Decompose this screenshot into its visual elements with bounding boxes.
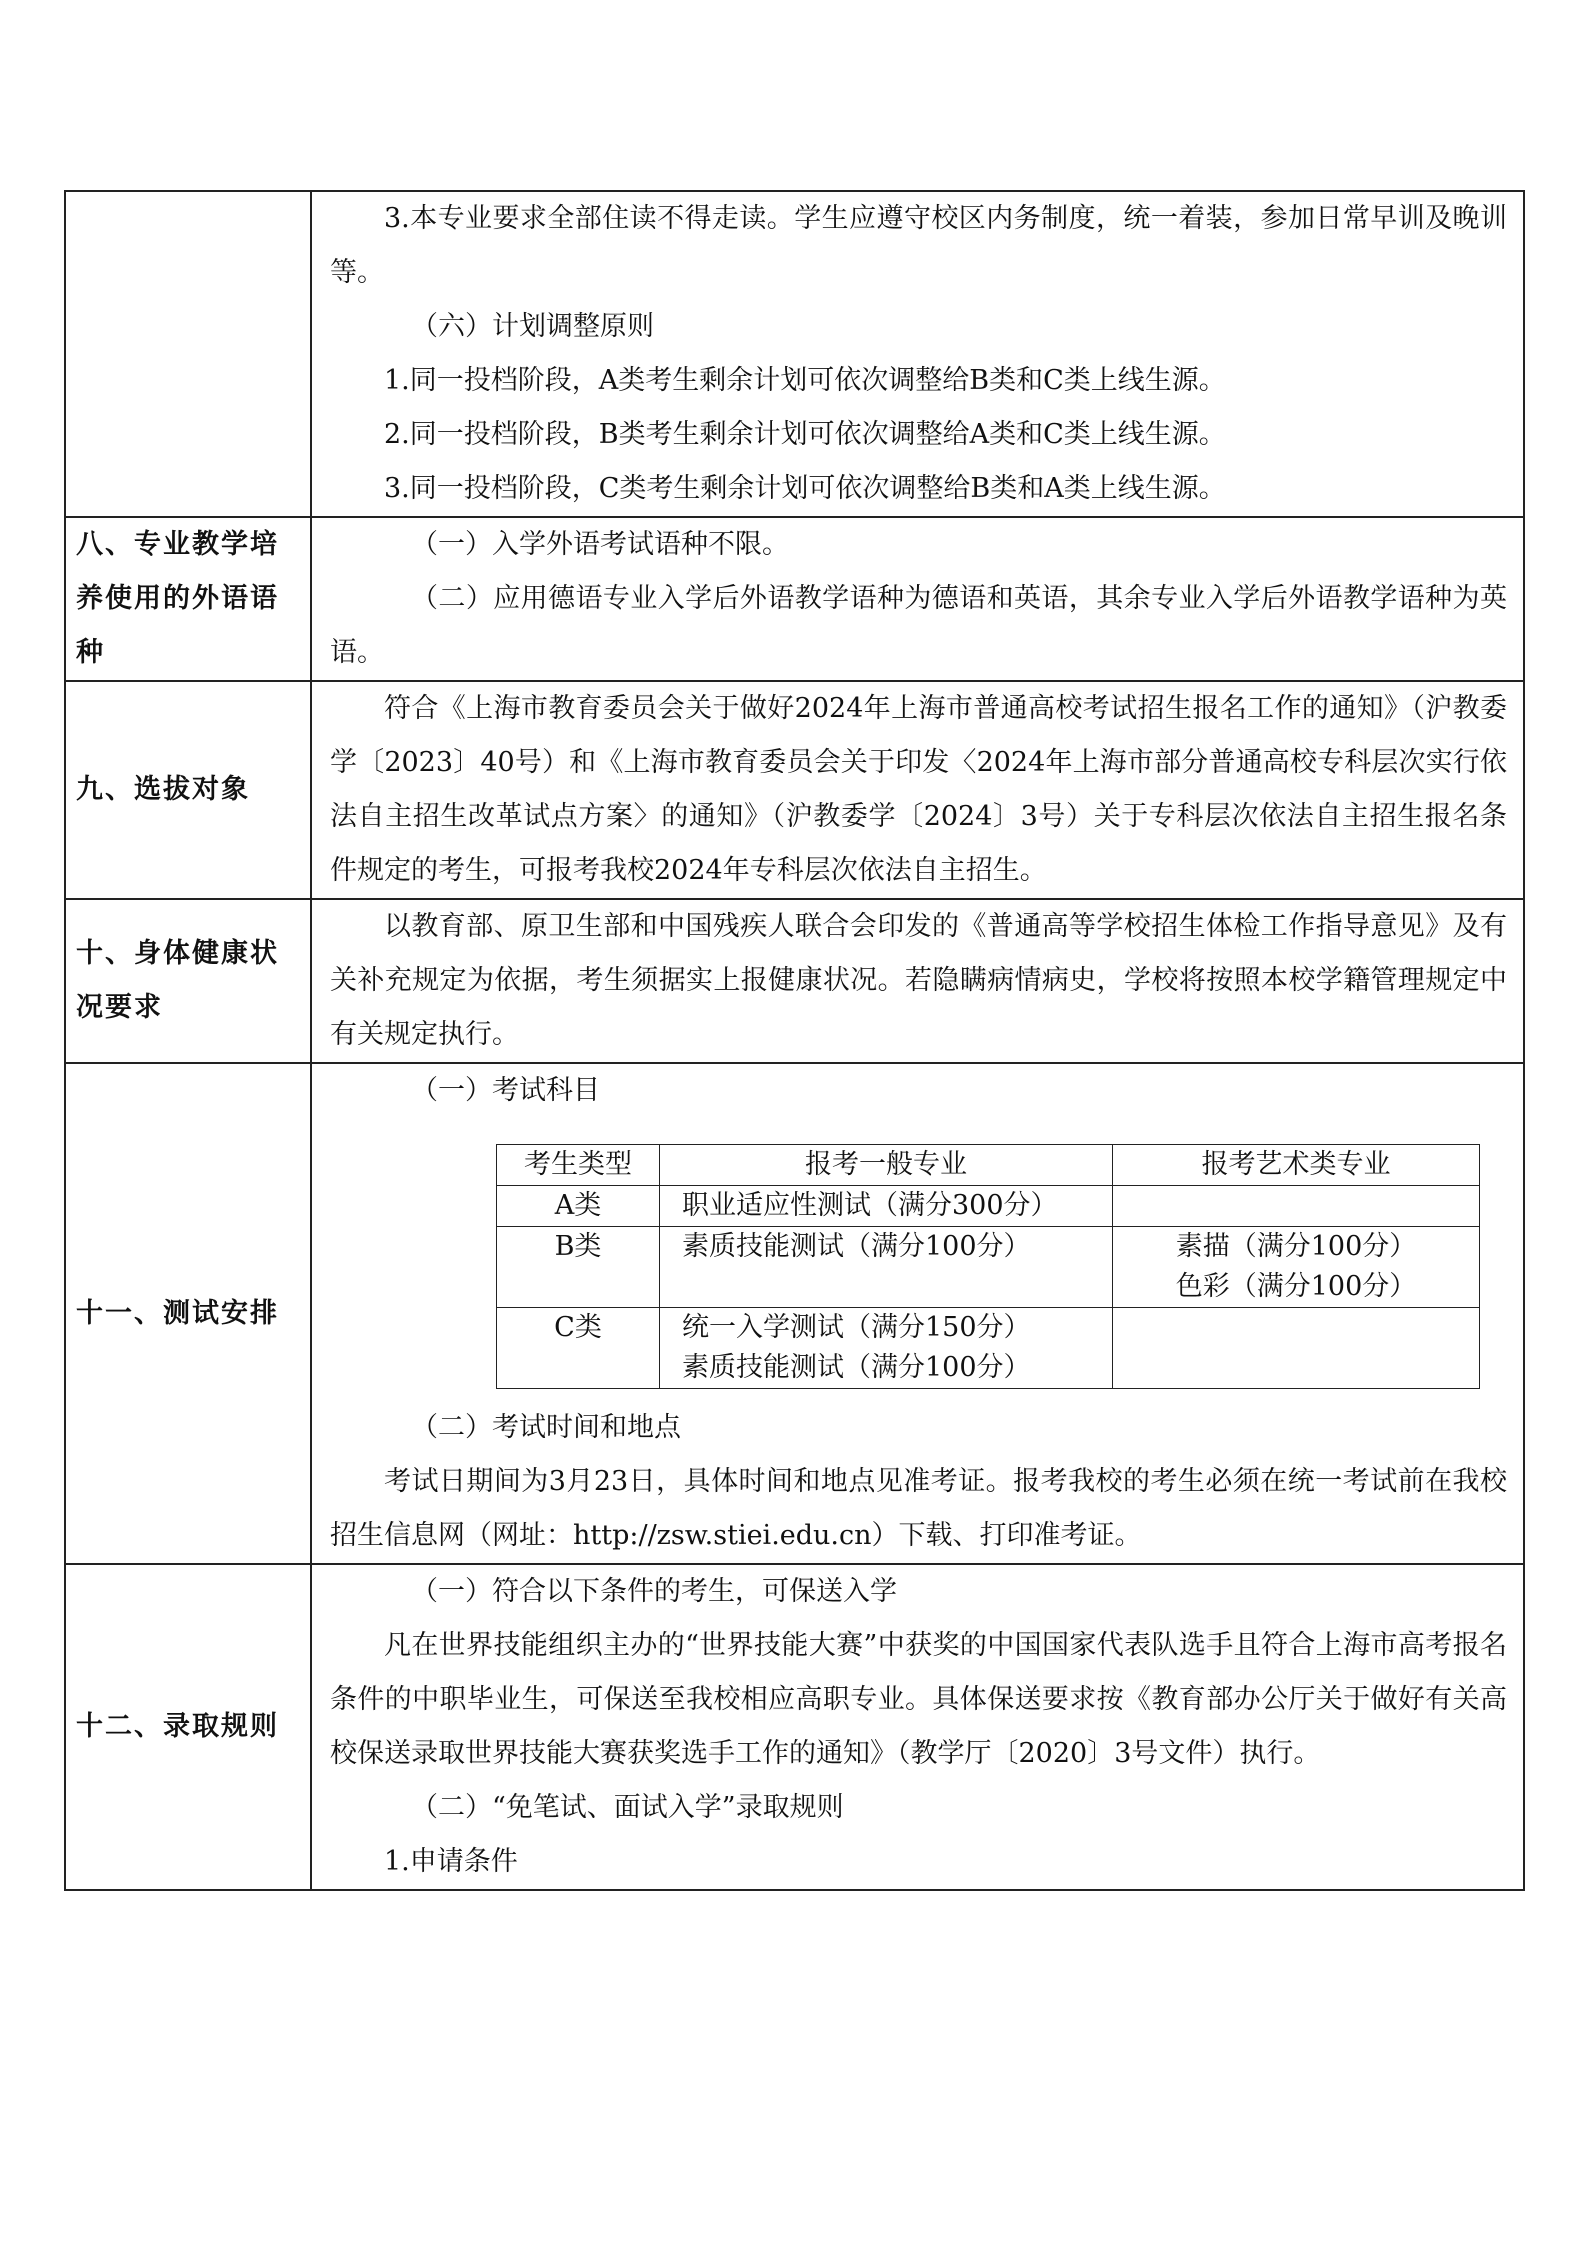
row-content [311, 517, 1524, 681]
sub-heading: （一）考试科目 [411, 1075, 600, 1106]
row-content [311, 1564, 1524, 1890]
paragraph: 3.本专业要求全部住读不得走读。学生应遵守校区内务制度，统一着装，参加日常早训及晚训等。 [330, 203, 1507, 288]
row-health-requirement [65, 899, 1524, 1063]
header-candidate-type: 考生类型 [497, 1145, 660, 1186]
cell-type: A类 [497, 1186, 660, 1227]
exam-subject: 统一入学测试（满分150分） [682, 1312, 1031, 1343]
cell-art [1113, 1227, 1480, 1308]
paragraph: 3.同一投档阶段，C类考生剩余计划可依次调整给B类和A类上线生源。 [384, 473, 1226, 504]
cell-general [660, 1186, 1113, 1227]
paragraph: 1.申请条件 [384, 1846, 518, 1877]
cell-type: C类 [497, 1308, 660, 1389]
row-label-text: 八、专业教学培养使用的外语语种 [76, 529, 279, 668]
row-plan-adjust [65, 191, 1524, 517]
sub-heading: （一）符合以下条件的考生，可保送入学 [411, 1576, 897, 1607]
row-label-text: 十、身体健康状况要求 [76, 938, 279, 1023]
paragraph: （二）应用德语专业入学后外语教学语种为德语和英语，其余专业入学后外语教学语种为英语。 [330, 583, 1507, 668]
exam-subject: 职业适应性测试（满分300分） [682, 1190, 1058, 1221]
cell-general [660, 1227, 1113, 1308]
row-label [65, 899, 311, 1063]
exam-row-a [497, 1186, 1480, 1227]
sub-heading: （二）“免笔试、面试入学”录取规则 [411, 1792, 844, 1823]
row-content [311, 681, 1524, 899]
row-content [311, 899, 1524, 1063]
row-label-text: 十二、录取规则 [76, 1711, 279, 1742]
paragraph: 考试日期间为3月23日，具体时间和地点见准考证。报考我校的考生必须在统一考试前在我校招生信息网（网址：http://zsw.stiei.edu.cn）下载、打印准考证。 [330, 1466, 1507, 1551]
row-selection-target [65, 681, 1524, 899]
exam-row-b [497, 1227, 1480, 1308]
exam-subject: 素质技能测试（满分100分） [682, 1231, 1031, 1262]
paragraph: （一）入学外语考试语种不限。 [411, 529, 789, 560]
cell-art [1113, 1308, 1480, 1389]
cell-type: B类 [497, 1227, 660, 1308]
cell-general [660, 1308, 1113, 1389]
exam-table-wrapper [330, 1118, 1507, 1401]
row-label [65, 1564, 311, 1890]
exam-subjects-table [496, 1144, 1480, 1389]
admission-rules-table [64, 190, 1525, 1891]
row-content [311, 1063, 1524, 1564]
row-label-text: 九、选拔对象 [76, 774, 250, 805]
sub-heading: （二）考试时间和地点 [411, 1412, 681, 1443]
row-label-text: 十一、测试安排 [76, 1297, 279, 1329]
paragraph: 2.同一投档阶段，B类考生剩余计划可依次调整给A类和C类上线生源。 [384, 419, 1226, 450]
paragraph: 符合《上海市教育委员会关于做好2024年上海市普通高校考试招生报名工作的通知》（沪教委学〔2023〕40号）和《上海市教育委员会关于印发〈2024年上海市部分普通高校专科层次实行依法自主招生改革试点方案〉的通知》（沪教委学〔2024〕3号）关于专科层次依法自主招生报名条件规定的考生，可报考我校2024年专科层次依法自主招生。 [330, 693, 1507, 886]
row-admission-rules [65, 1564, 1524, 1890]
exam-row-c [497, 1308, 1480, 1389]
row-label [65, 1063, 311, 1564]
row-content [311, 191, 1524, 517]
row-foreign-language [65, 517, 1524, 681]
row-label [65, 191, 311, 517]
exam-table-header-row [497, 1145, 1480, 1186]
paragraph: 凡在世界技能组织主办的“世界技能大赛”中获奖的中国国家代表队选手且符合上海市高考报名条件的中职毕业生，可保送至我校相应高职专业。具体保送要求按《教育部办公厅关于做好有关高校保送录取世界技能大赛获奖选手工作的通知》（教学厅〔2020〕3号文件）执行。 [330, 1630, 1507, 1769]
sub-heading: （六）计划调整原则 [411, 311, 654, 342]
row-test-arrangement [65, 1063, 1524, 1564]
exam-subject: 色彩（满分100分） [1175, 1271, 1417, 1302]
row-label [65, 681, 311, 899]
cell-art [1113, 1186, 1480, 1227]
paragraph: 1.同一投档阶段，A类考生剩余计划可依次调整给B类和C类上线生源。 [384, 365, 1226, 396]
paragraph: 以教育部、原卫生部和中国残疾人联合会印发的《普通高等学校招生体检工作指导意见》及有关补充规定为依据，考生须据实上报健康状况。若隐瞒病情病史，学校将按照本校学籍管理规定中有关规定执行。 [330, 911, 1507, 1050]
row-label [65, 517, 311, 681]
exam-subject: 素描（满分100分） [1175, 1231, 1417, 1262]
exam-subject: 素质技能测试（满分100分） [682, 1352, 1031, 1383]
header-art-major: 报考艺术类专业 [1113, 1145, 1480, 1186]
header-general-major: 报考一般专业 [660, 1145, 1113, 1186]
